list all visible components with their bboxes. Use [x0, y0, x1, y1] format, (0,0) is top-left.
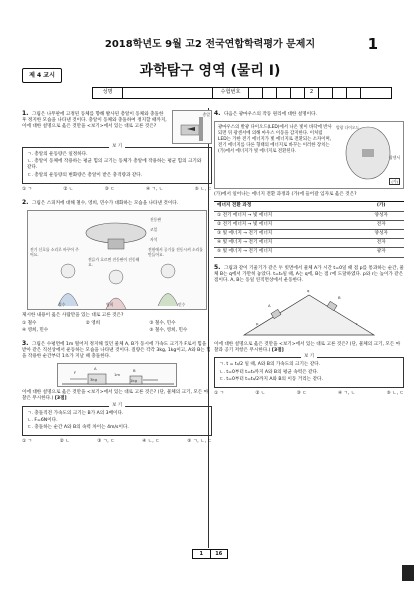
figure-label: 코일 — [150, 227, 158, 233]
figure-label: 광센서 — [388, 155, 400, 161]
person-head — [109, 270, 123, 284]
name-label: 성명 — [93, 88, 123, 98]
point-label: p — [256, 321, 259, 327]
question-ask: 제시한 내용이 옳은 사람만을 있는 대로 고른 것은? — [22, 313, 124, 319]
id-box — [333, 88, 347, 98]
choice-box — [214, 354, 404, 388]
block-label: A — [268, 303, 271, 309]
answer-choice[interactable]: ⑤ 철수, 영희, 민수 — [149, 327, 188, 333]
figure-label: (가) — [391, 179, 398, 185]
block-label: B — [338, 295, 341, 301]
statement: ㄴ. F=6N이다. — [27, 417, 58, 423]
box-title: 보 기 — [301, 354, 317, 360]
page-footer — [192, 549, 228, 559]
right-column — [214, 110, 404, 403]
question-ask: 이에 대한 설명으로 옳은 것만을 <보기>에서 있는 대로 고른 것은? (단, 물체의 크기, 모든 마찰과 공기 저항은 무시한다.) — [214, 342, 401, 354]
answer-choice[interactable]: ④ ㄱ, ㄴ — [145, 186, 164, 192]
question-text: 그림은 스피커에 대해 철수, 영희, 민수가 대화하는 모습을 나타낸 것이다. — [31, 200, 179, 206]
table-cell: ④ 빛 에너지 → 전기 에너지 — [214, 239, 358, 248]
answer-choice[interactable]: ① ㄱ — [214, 391, 225, 396]
table-cell: 전자 — [358, 220, 404, 229]
person-head — [61, 264, 75, 278]
answer-choice[interactable]: ⑤ ㄱ, ㄴ, ㄷ — [187, 439, 212, 445]
block-label: A — [94, 366, 97, 372]
answer-choices — [22, 321, 212, 333]
question-text: 그림과 같이 기울기가 같은 두 빗면에서 물체 A가 시간 t=0일 때 점 p를 통과하는 순간, 물체 B는 q에서 가만히 놓았다. t=t₀일 때, A는 q에, B는 점 r에 도달하였다. p와 r는 높이가 같은 점이다. A, B는 동일 연직면상에서 운동한다. — [214, 265, 404, 283]
points-badge: [3점] — [271, 348, 284, 354]
statement: ㄴ. t=0부터 t=t₀까지 A와 B의 평균 속력은 같다. — [219, 369, 319, 375]
question-text: 그림은 나무판에 고정된 동체를 향해 발사된 총알이 동체와 충돌한 후 정지한 모습을 나타낸 것이다. 충알이 동체와 충돌하여 정지할 때까지, 이에 대한 설명으로 옳은 것만을 <보기>에서 있는 대로 고른 것은? — [22, 112, 167, 130]
current-page: 1 — [193, 550, 211, 558]
mass-label: 3kg — [90, 377, 98, 383]
statement: ㄱ. t = t₀/2 일 때, A와 B의 가속도의 크기는 같다. — [219, 362, 321, 368]
force-label: F — [74, 370, 77, 376]
statement: ㄱ. 총알의 운동량은 일정하다. — [27, 152, 88, 157]
table-header: 에너지 전환 과정 — [214, 202, 358, 211]
speech-bubble: 전원에서 공기를 진동시켜 소리를 만들어요. — [148, 247, 203, 258]
question-number: 5. — [214, 263, 221, 271]
answer-choice[interactable]: ③ 철수, 민수 — [149, 321, 176, 327]
person-name: 민수 — [178, 302, 186, 308]
table-cell: 양성자 — [358, 211, 404, 220]
table-header: (가) — [358, 202, 404, 211]
question-ask: 이에 대한 설명으로 옳은 것만을 <보기>에서 있는 대로 고른 것은? (단, 물체의 크기, 모든 마찰은 무시한다.) — [22, 390, 209, 402]
point-label: q — [307, 288, 310, 294]
explanation-text: 광마우스의 발광 다이오드(LED)에서 나온 빛이 바닥에 반사되면 뒤 광센서에 의해 마우스 이동을 감지한다. 이처럼 LED는 가한 전기 에너지가 빛 에너지로 전환되는 소자이며, 전기 에너지를 다른 형태의 에너지로 바꾸는 이러한 장치는 (가)에서 에너지가 빛 에너지로 전환된다. — [218, 125, 332, 154]
person-body — [158, 294, 178, 307]
answer-choice[interactable]: ① 철수 — [22, 321, 37, 327]
statement: ㄷ. 총알의 운동량의 변화량은 총알이 받은 충격량과 같다. — [27, 172, 143, 178]
question-1 — [22, 110, 212, 193]
question-3 — [22, 340, 212, 446]
table-cell: ① 전기 에너지 → 빛 에너지 — [214, 211, 358, 220]
points-badge: [3점] — [54, 396, 67, 402]
id-box — [249, 88, 263, 98]
table-cell: 전자 — [358, 239, 404, 248]
answer-choice[interactable]: ② ㄴ — [63, 186, 74, 192]
incline-figure — [234, 287, 384, 339]
statement: ㄱ. 충돌직전 가속도의 크기는 B가 A의 3배이다. — [27, 410, 124, 416]
answer-choice[interactable]: ⑤ ㄴ, ㄷ — [386, 391, 404, 396]
incline-diagram — [234, 287, 384, 339]
name-field — [123, 88, 213, 98]
answer-table — [214, 201, 404, 257]
choice-box — [22, 402, 212, 437]
question-text: 그림은 수평면에 1m 떨어져 정지해 있던 물체 A, B가 동시에 가속도 크기가 F로서 힘을 받아 같은 직선상에서 운동하는 모습을 나타낸 것이다. 질량은 각각 3kg, 1kg이고, A와 B는 힘을 작용한 순간부터 1초가 지날 때 충돌한다. — [22, 341, 211, 360]
table-cell: 광자 — [358, 248, 404, 257]
figure-label: 총알 — [202, 112, 210, 117]
left-column — [22, 110, 212, 451]
corner-mark — [402, 565, 414, 581]
incline-surface — [244, 295, 374, 335]
id-box — [291, 88, 305, 98]
figure-label: 진동판 — [150, 217, 162, 223]
answer-choice[interactable]: ② ㄴ — [255, 391, 266, 396]
statement: ㄷ. t=0부터 t=t₀/2까지 A와 B의 이동 거리는 같다. — [219, 376, 323, 382]
mouse-figure — [336, 125, 400, 185]
id-box — [319, 88, 333, 98]
answer-choices — [214, 391, 404, 397]
table-cell: ② 전기 에너지 → 빛 에너지 — [214, 220, 358, 229]
answer-choice[interactable]: ② 영희 — [85, 321, 101, 327]
exam-title: 2018학년도 9월 고2 전국연합학력평가 문제지 — [104, 39, 316, 50]
plate — [199, 117, 203, 141]
answer-choice[interactable]: ④ ㄱ, ㄴ — [337, 391, 356, 396]
id-box — [347, 88, 361, 98]
table-row[interactable] — [214, 220, 404, 229]
question-number: 4. — [214, 110, 221, 117]
session-badge: 제 4 교시 — [22, 68, 62, 83]
person-head — [161, 264, 175, 278]
block-label: B — [133, 368, 136, 374]
id-box — [263, 88, 277, 98]
person-name: 영희 — [106, 302, 114, 308]
answer-choice[interactable]: ① ㄱ — [22, 439, 33, 445]
speaker-magnet — [108, 239, 124, 249]
blocks-figure — [57, 363, 177, 387]
answer-choice[interactable]: ④ ㄴ, ㄷ — [142, 439, 160, 445]
table-row[interactable] — [214, 211, 404, 220]
speech-bubble: 전기 신호를 소리로 바꾸어 주어요. — [30, 247, 79, 258]
question-ask: (가)에서 일어나는 에너지 전환 과정과 (가)에 들어갈 입자로 옳은 것은? — [214, 192, 357, 198]
table-cell: ③ 빛 에너지 → 전기 에너지 — [214, 229, 358, 238]
table-row[interactable] — [214, 239, 404, 248]
question-number: 1. — [22, 110, 29, 117]
mouse-explanation — [214, 121, 404, 189]
distance-label: 1m — [114, 372, 121, 378]
question-4 — [214, 110, 404, 258]
table-cell: 양성자 — [358, 229, 404, 238]
table-cell: ⑤ 빛 에너지 → 전기 에너지 — [214, 248, 358, 257]
statement: ㄴ. 총알이 동체에 작용하는 평균 힘의 크기는 동체가 총알에 작용하는 평균 힘의 크기와 같다. — [27, 159, 202, 171]
answer-choice[interactable]: ③ ㄱ, ㄷ — [97, 439, 115, 445]
wood-block — [181, 125, 199, 135]
person-name: 철수 — [58, 302, 66, 308]
question-text: 다음은 광마우스의 작동 원리에 대한 설명이다. — [223, 112, 318, 117]
question-5 — [214, 264, 404, 398]
subject-title: 과학탐구 영역 (물리 Ⅰ) — [139, 63, 281, 79]
id-box — [277, 88, 291, 98]
mass-label: 1kg — [130, 378, 138, 384]
choice-box — [22, 144, 212, 184]
question-number: 2. — [22, 198, 29, 206]
id-box — [361, 88, 391, 98]
id-label: 수험번호 — [213, 88, 249, 98]
bullet-figure — [172, 110, 212, 144]
table-row[interactable] — [214, 229, 404, 238]
answer-choice[interactable]: ④ 영희, 민수 — [22, 327, 49, 333]
table-row[interactable] — [214, 248, 404, 257]
answer-choice[interactable]: ③ ㄷ — [104, 186, 115, 192]
answer-choices — [22, 439, 212, 445]
answer-choice[interactable]: ① ㄱ — [22, 186, 33, 192]
question-2 — [22, 199, 212, 334]
id-digit: 2 — [305, 88, 319, 98]
page-number: 1 — [367, 35, 378, 53]
box-title: 보 기 — [109, 403, 125, 409]
answer-choice[interactable]: ② ㄴ — [59, 439, 70, 445]
sensor-block — [362, 149, 374, 157]
figure-label: 발광 다이오드 — [336, 125, 360, 131]
answer-choice[interactable]: ③ ㄷ — [296, 391, 307, 396]
total-pages: 16 — [215, 550, 223, 557]
answer-choices — [22, 187, 212, 193]
speaker-figure — [27, 210, 207, 310]
speech-bubble: 전류가 흐르면 진동판이 진동해요. — [88, 257, 140, 268]
question-number: 3. — [22, 339, 29, 347]
point-label: r — [356, 321, 358, 327]
student-info-row — [92, 87, 392, 99]
answer-choice[interactable]: ⑤ ㄴ, ㄷ — [194, 186, 212, 192]
figure-label: 자석 — [150, 237, 158, 243]
box-title: 보 기 — [109, 144, 125, 150]
statement: ㄷ. 충돌하는 순간 A와 B의 속력 차이는 4m/s이다. — [27, 425, 129, 430]
